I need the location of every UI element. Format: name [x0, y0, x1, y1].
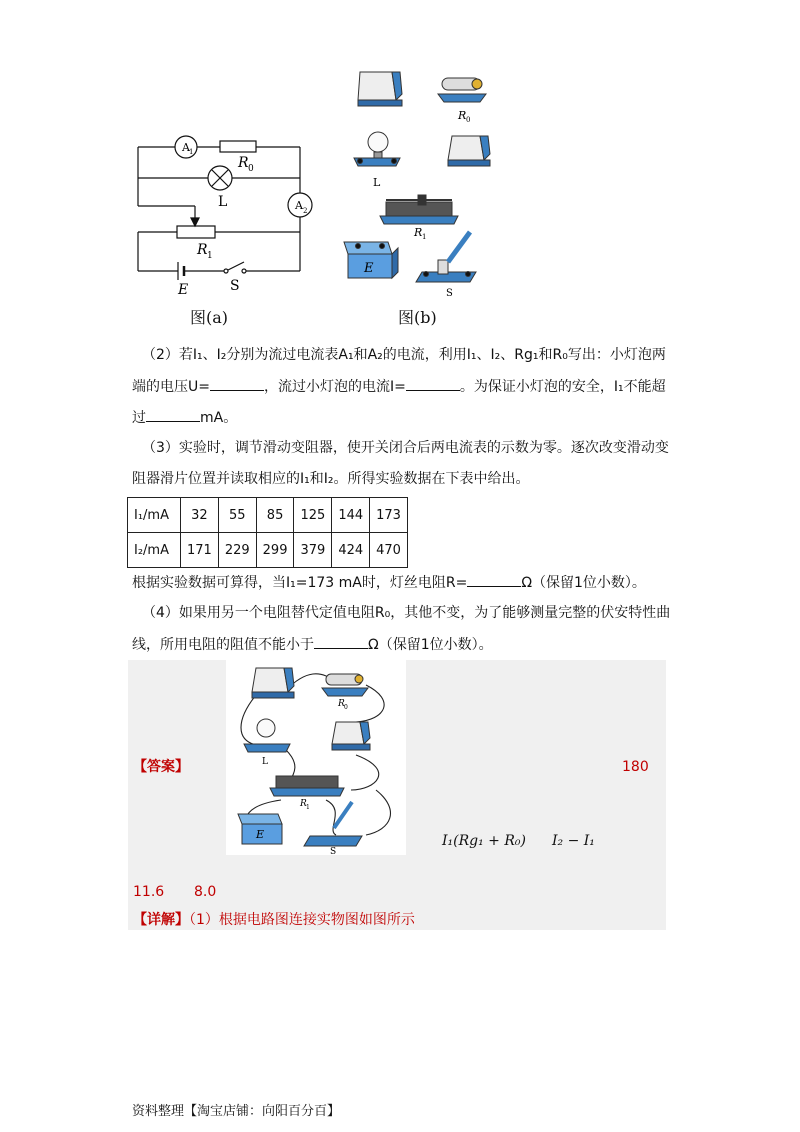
answer-expr-u: I₁(Rg₁ + R₀): [442, 833, 526, 849]
q4-line1: （4）如果用另一个电阻替代定值电阻R₀，其他不变，为了能够测量完整的伏安特性曲: [142, 605, 671, 621]
figure-b-caption: 图(b): [398, 308, 437, 327]
switch-label: S: [230, 278, 240, 294]
photo-r0-label: R: [338, 699, 345, 709]
table-cell: 173: [370, 498, 408, 533]
photo-r1-sub: 1: [306, 804, 310, 811]
table-cell: 171: [181, 533, 219, 568]
table-header-i1: I₁/mA: [128, 498, 181, 533]
ammeter-a2-sub: 2: [303, 207, 308, 215]
q3-after-a: 根据实验数据可算得，当I₁=173 mA时，灯丝电阻R=: [132, 575, 468, 591]
table-cell: 299: [256, 533, 294, 568]
detail-text: （1）根据电路图连接实物图如图所示: [189, 912, 415, 928]
q2-line2: [132, 376, 666, 397]
table-cell: 85: [256, 498, 294, 533]
table-cell: 144: [332, 498, 370, 533]
battery-label: E: [178, 282, 189, 298]
r0-label: R: [238, 155, 249, 171]
b-r0-sub: 0: [466, 116, 471, 124]
b-r0-label: R: [458, 109, 467, 122]
r1-sub: 1: [207, 251, 213, 261]
table-cell: 229: [218, 533, 256, 568]
footer-text: 资料整理【淘宝店铺：向阳百分百】: [132, 1104, 341, 1119]
r1-label: R: [197, 242, 208, 258]
answer-blank-min-r: [314, 634, 368, 649]
table-row: [128, 533, 408, 568]
answer-blank-i: [406, 376, 460, 391]
answer-value-8-0: 8.0: [194, 884, 217, 900]
q2-line1: （2）若I₁、I₂分别为流过电流表A₁和A₂的电流，利用I₁、I₂、Rg₁和R₀写出：小灯泡两: [142, 347, 666, 363]
q3-line2: 阻器滑片位置并读取相应的I₁和I₂。所得实验数据在下表中给出。: [132, 471, 530, 487]
table-cell: 379: [294, 533, 332, 568]
ammeter-a2-label: A: [295, 199, 303, 212]
table-header-i2: I₂/mA: [128, 533, 181, 568]
r0-sub: 0: [248, 164, 254, 174]
photo-battery-label: E: [256, 828, 265, 841]
q4-line2: [132, 634, 493, 655]
q4-line2-b: Ω（保留1位小数）。: [368, 637, 493, 653]
ammeter-a1-sub: 1: [189, 148, 194, 156]
b-lamp-label: L: [373, 176, 381, 189]
answer-blank-limit: [146, 407, 200, 422]
table-cell: 125: [294, 498, 332, 533]
instruments-figure-b: [330, 64, 520, 299]
table-cell: 32: [181, 498, 219, 533]
b-switch-label: S: [446, 288, 453, 299]
answer-value-180: 180: [622, 759, 649, 775]
detail-line: [133, 910, 415, 930]
ammeter-a1-label: A: [182, 141, 190, 154]
photo-switch-label: S: [330, 847, 337, 855]
answer-blank-u: [210, 376, 264, 391]
q2-line2-b: ，流过小灯泡的电流I=: [263, 379, 406, 395]
b-battery-label: E: [364, 261, 374, 276]
photo-r1-label: R: [300, 799, 307, 809]
q2-line2-c: 。为保证小灯泡的安全，I₁不能超: [459, 379, 666, 395]
q3-result-line: [132, 572, 646, 593]
q2-line2-a: 端的电压U=: [132, 379, 210, 395]
table-cell: 55: [218, 498, 256, 533]
table-row: [128, 498, 408, 533]
table-cell: 470: [370, 533, 408, 568]
q3-after-b: Ω（保留1位小数）。: [521, 575, 646, 591]
answer-label: 【答案】: [133, 759, 189, 775]
answer-expr-i: I₂ − I₁: [552, 833, 595, 849]
photo-r0-sub: 0: [344, 704, 348, 711]
q2-line3-b: mA。: [200, 410, 238, 426]
figure-a-caption: 图(a): [190, 308, 229, 327]
answer-value-11-6: 11.6: [133, 884, 165, 900]
detail-label: 【详解】: [133, 912, 189, 928]
q3-line1: （3）实验时，调节滑动变阻器，使开关闭合后两电流表的示数为零。逐次改变滑动变: [142, 440, 669, 456]
table-cell: 424: [332, 533, 370, 568]
q4-line2-a: 线，所用电阻的阻值不能小于: [132, 637, 314, 653]
q2-line3: [132, 407, 237, 428]
photo-lamp-label: L: [262, 757, 268, 767]
wired-circuit-photo: [226, 660, 406, 855]
b-r1-sub: 1: [422, 233, 427, 241]
data-table: [127, 497, 408, 568]
b-r1-label: R: [414, 226, 423, 239]
answer-blank-r: [467, 572, 521, 587]
q2-line3-a: 过: [132, 410, 146, 426]
lamp-label: L: [218, 194, 228, 210]
